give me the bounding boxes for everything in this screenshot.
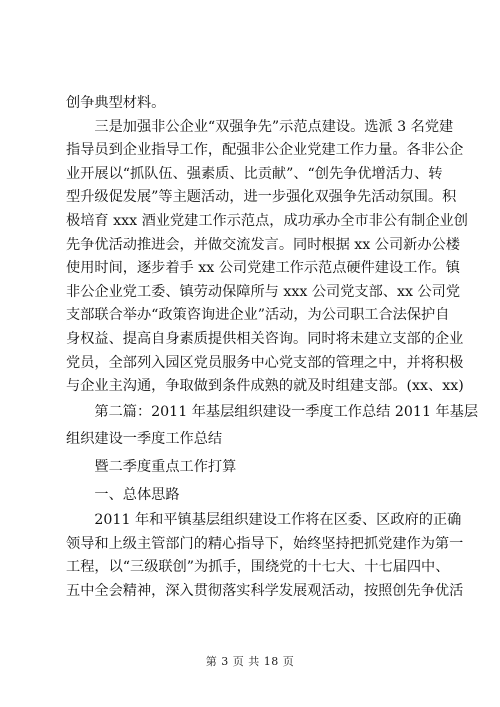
text-line: 型升级促发展”等主题活动，进一步强化双强争先活动氛围。积 xyxy=(66,189,457,206)
text-line: 领导和上级主管部门的精心指导下，始终坚持把抓党建作为第一 xyxy=(66,535,464,552)
subsection-heading: 一、总体思路 xyxy=(66,486,180,503)
document-body xyxy=(66,92,479,603)
text-line: 身权益、提高自身素质提供相关咨询。同时将未建立支部的企业 xyxy=(66,330,464,347)
text-line: 三是加强非公企业“双强争先”示范点建设。选派 3 名党建 xyxy=(66,118,454,135)
text-line: 非公企业党工委、镇劳动保障所与 xxx 公司党支部、xx 公司党 xyxy=(66,283,461,300)
page-number-footer: 第 3 页 共 18 页 xyxy=(205,655,295,668)
text-line: 2011 年和平镇基层组织建设工作将在区委、区政府的正确 xyxy=(66,512,462,529)
text-line: 指导员到企业指导工作，配强非公企业党建工作力量。各非公企 xyxy=(66,142,464,159)
text-line: 业开展以“抓队伍、强素质、比贡献”、“创先争优增活力、转 xyxy=(66,165,443,182)
text-line: 与企业主沟通，争取做到条件成熟的就及时组建支部。(xx、xx) xyxy=(66,378,464,395)
text-line: 极培育 xxx 酒业党建工作示范点，成功承办全市非公有制企业创 xyxy=(66,212,468,229)
text-line: 五中全会精神，深入贯彻落实科学发展观活动，按照创先争优活 xyxy=(66,582,464,599)
text-line: 使用时间，逐步着手 xx 公司党建工作示范点硬件建设工作。镇 xyxy=(66,260,460,277)
text-line: 工程，以“三级联创”为抓手，围绕党的十七大、十七届四中、 xyxy=(66,559,450,576)
text-line: 支部联合举办“政策咨询进企业”活动，为公司职工合法保护自 xyxy=(66,307,450,324)
text-line: 党员，全部列入园区党员服务中心党支部的管理之中，并将积极 xyxy=(66,354,464,371)
section-heading-line: 暨二季度重点工作打算 xyxy=(66,458,237,475)
text-line: 先争优活动推进会，并做交流发言。同时根据 xx 公司新办公楼 xyxy=(66,236,460,253)
section-heading-line: 第二篇：2011 年基层组织建设一季度工作总结 2011 年基层 xyxy=(66,403,479,420)
section-heading-line: 组织建设一季度工作总结 xyxy=(66,431,223,448)
text-line: 创争典型材料。 xyxy=(66,95,166,111)
